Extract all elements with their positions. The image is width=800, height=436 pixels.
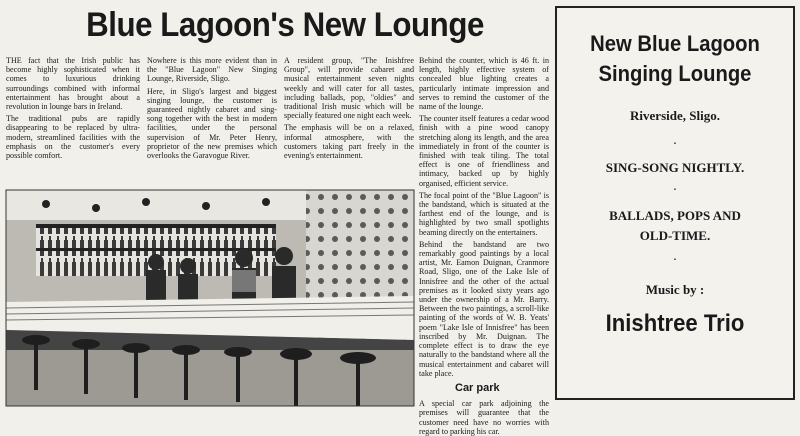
ad-old-time-line: OLD-TIME. — [639, 228, 711, 243]
paragraph: The traditional pubs are rapidly disappearing to be replaced by ultra-modern, streamlined facilities with the emphasis on the customer's every possible comfort. — [6, 114, 140, 161]
ad-separator-dot: · — [672, 137, 678, 152]
article-column-1 — [6, 56, 140, 184]
ad-title-line-2: Singing Lounge — [598, 61, 752, 86]
paragraph: Here, in Sligo's largest and biggest singing lounge, the customer is guaranteed nightly cabaret and sing-song together with the best in modern facilities, under the personal supervision of Mr. Peter Henry, proprietor of the new premises which overlooks the Garavogue River. — [147, 86, 277, 161]
ad-separator-dot: · — [672, 183, 678, 198]
paragraph: Nowhere is this more evident than in the "Blue Lagoon" New Singing Lounge, Riverside, Sligo. — [147, 56, 277, 84]
bar-interior-picture — [6, 190, 414, 406]
ad-location: Riverside, Sligo. — [630, 108, 720, 123]
advertisement-box — [555, 6, 795, 400]
ad-sing-song-nightly: SING-SONG NIGHTLY. — [605, 160, 745, 175]
article-column-4 — [419, 56, 549, 436]
subheading-car-park: Car park — [455, 381, 500, 394]
paragraph: Behind the bandstand are two remarkably good paintings by a local artist, Mr. Eamon Duignan, Cranmore Road, Sligo, one of the Lake Isle of Innisfree and the other of the actual premises as it looked sixty years ago under the ownership of a Mr. Barry. Between the two paintings, a scroll-like painting of the words of W. B. Yeats' poem "Lake Isle of Innisfree" has been inscribed by Mr. Duignan. The complete effect is to draw the eye naturally to the bandstand where all the musical entertainment and cabaret will take place. — [419, 239, 549, 378]
paragraph: The focal point of the "Blue Lagoon" is the bandstand, which is situated at the farthest end of the lounge, and is highlighted by two small spotlights beaming directly on the entertainers. — [419, 190, 549, 237]
paragraph: THE fact that the Irish public has become highly sophisticated when it comes to luxurious drinking surroundings combined with informal entertainment has brought about a revolution in lounge bars in Ireland. — [6, 56, 140, 112]
ad-band-name: Inishtree Trio — [605, 310, 745, 337]
paragraph: A special car park adjoining the premises will guarantee that the customer need have no worries with regard to parking his car. — [419, 399, 549, 436]
headline: Blue Lagoon's New Lounge — [86, 6, 484, 44]
ad-separator-dot: · — [672, 253, 678, 268]
ad-music-by: Music by : — [645, 282, 705, 297]
ad-ballads-line: BALLADS, POPS AND — [609, 208, 741, 223]
paragraph: The counter itself features a cedar wood finish with a pine wood canopy stretching along its length, and the area immediately in front of the counter is finished with teak tiling. The total effect is one of friendliness and intimacy, backed up by highly organised, efficient service. — [419, 114, 549, 188]
paragraph: A resident group, "The Inishfree Group", will provide cabaret and musical entertainment seven nights weekly and will cater for all tastes, including ballads, pop, "oldies" and traditional Irish music which will be specially featured one night each week. — [284, 56, 414, 121]
paragraph: The emphasis will be on a relaxed, informal atmosphere, with the customers taking part freely in the evening's entertainment. — [284, 123, 414, 161]
ad-title-line-1: New Blue Lagoon — [590, 31, 760, 56]
article-column-3 — [284, 56, 414, 188]
article-column-2 — [147, 56, 277, 188]
lounge-photo — [6, 190, 414, 406]
paragraph: Behind the counter, which is 46 ft. in length, highly effective system of concealed blue lighting creates a particularly intimate impression and serves to remind the customer of the name of the lounge. — [419, 56, 549, 112]
